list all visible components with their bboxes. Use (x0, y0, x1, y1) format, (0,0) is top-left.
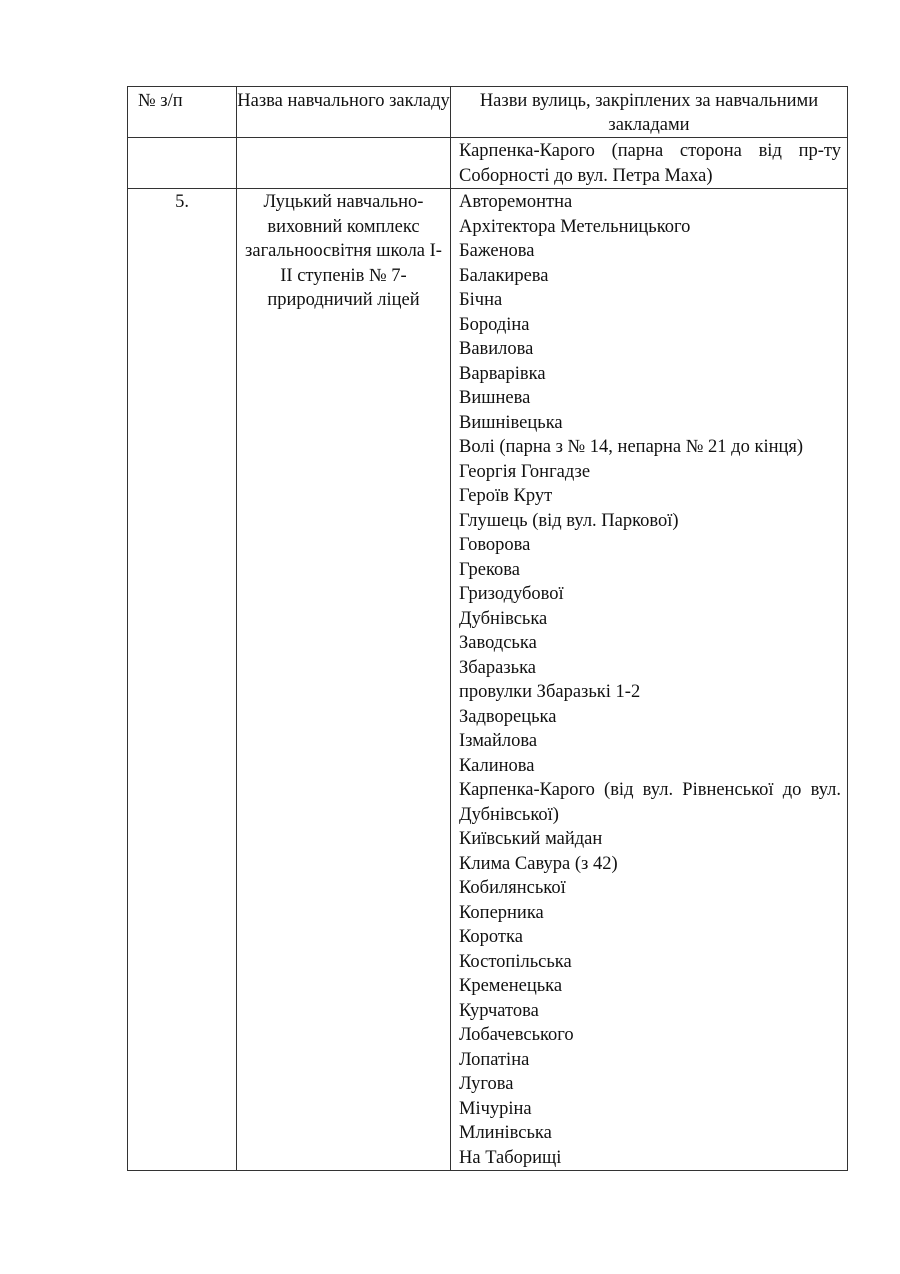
street-item: На Таборищі (459, 1147, 562, 1168)
street-item: Коперника (459, 902, 544, 923)
street-item: Дубнівська (459, 608, 548, 629)
cell-streets (451, 189, 848, 1171)
street-item: Коротка (459, 927, 523, 947)
street-item: Лопатіна (459, 1049, 530, 1070)
street-item: Курчатова (459, 1000, 539, 1021)
streets-table (127, 86, 848, 1171)
table-row-continuation (128, 138, 848, 189)
table-header-row (128, 87, 848, 138)
street-item: Мічуріна (459, 1098, 532, 1119)
cell-school: Луцький навчально-виховний комплекс загальноосвітня школа І-ІІ ступенів № 7-природничий ліцей (237, 189, 451, 1171)
street-item: Лобачевського (459, 1025, 574, 1045)
street-item: Георгія Гонгадзе (459, 461, 591, 482)
street-item: Кобилянської (459, 878, 566, 898)
street-item: Героїв Крут (459, 486, 553, 506)
street-item: Гризодубової (459, 584, 564, 604)
header-streets: Назви вулиць, закріплених за навчальними закладами (451, 87, 848, 138)
street-item: Говорова (459, 535, 531, 555)
street-item: Млинівська (459, 1123, 552, 1143)
street-item: Київський майдан (459, 829, 603, 849)
header-school: Назва навчального закладу (237, 87, 451, 138)
street-item: Кременецька (459, 976, 563, 996)
street-item: Лугова (459, 1074, 514, 1094)
street-item: Грекова (459, 559, 520, 580)
street-item: Карпенка-Карого (від вул. Рівненської до вул. Дубнівської) (459, 780, 841, 825)
cell-number (128, 138, 237, 189)
street-item: Бічна (459, 290, 503, 310)
cell-school (237, 138, 451, 189)
street-item: Архітектора Метельницького (459, 216, 691, 237)
street-item: Баженова (459, 241, 535, 261)
street-item: Авторемонтна (459, 192, 573, 212)
street-item: Задворецька (459, 706, 557, 727)
street-item: Бородіна (459, 314, 530, 335)
street-item: Заводська (459, 633, 537, 653)
street-item: Вавилова (459, 339, 534, 359)
street-item: Варварівка (459, 363, 546, 384)
street-item: Глушець (від вул. Паркової) (459, 510, 679, 531)
street-item: Клима Савура (з 42) (459, 853, 618, 874)
table-row (128, 189, 848, 1171)
street-item: Балакирева (459, 265, 549, 286)
cell-streets (451, 138, 848, 189)
street-item: Збаразька (459, 657, 537, 678)
cell-number: 5. (128, 189, 237, 1171)
street-item: Вишнівецька (459, 412, 563, 433)
street-item: провулки Збаразькі 1-2 (459, 682, 641, 702)
header-number: № з/п (128, 87, 237, 138)
street-item: Калинова (459, 755, 535, 776)
street-item: Ізмайлова (459, 731, 538, 751)
street-item: Вишнева (459, 388, 531, 408)
street-item: Костопільська (459, 951, 572, 972)
street-item: Карпенка-Карого (парна сторона від пр-ту Соборності до вул. Петра Маха) (459, 141, 841, 186)
street-item: Волі (парна з № 14, непарна № 21 до кінця) (459, 437, 804, 457)
